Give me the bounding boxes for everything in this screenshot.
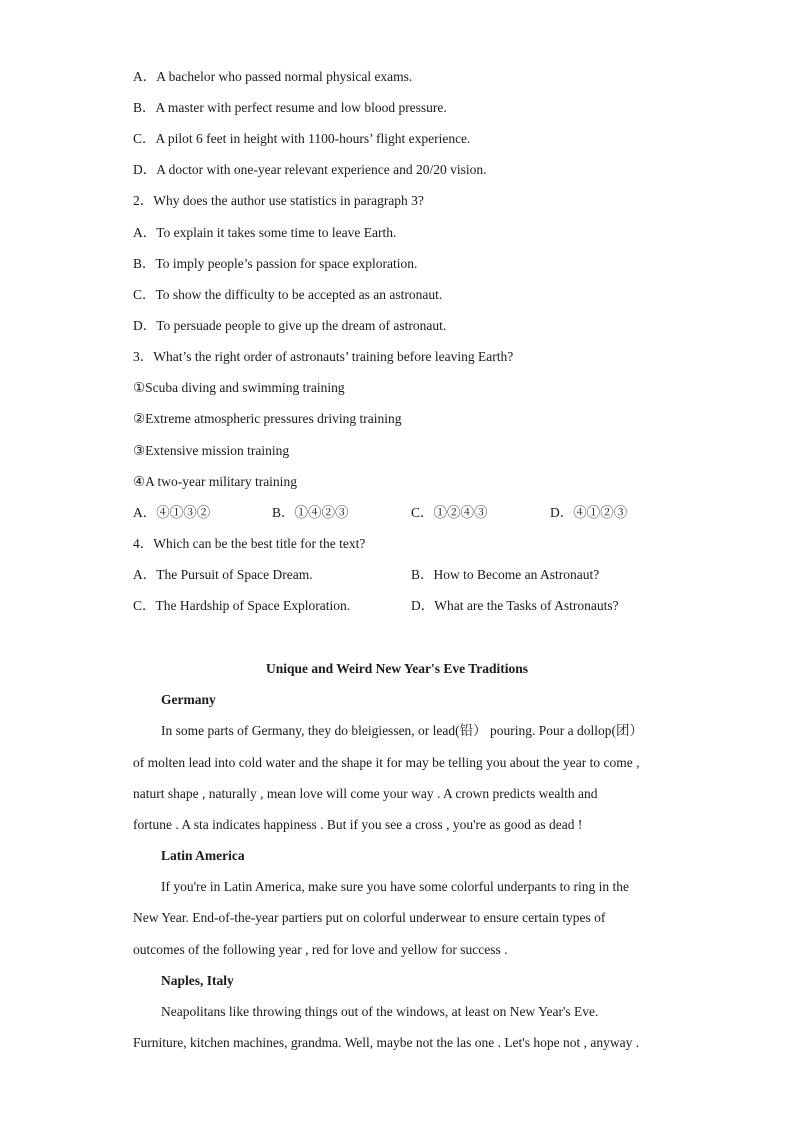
germany-line-3: naturt shape , naturally , mean love will come your way . A crown predicts wealth and xyxy=(133,786,598,801)
q1-option-b: B．A master with perfect resume and low blood pressure. xyxy=(133,100,447,115)
q2-option-a: A．To explain it takes some time to leave Earth. xyxy=(133,225,397,240)
section-heading-germany: Germany xyxy=(161,692,216,707)
q1-option-c: C．A pilot 6 feet in height with 1100-hours’ flight experience. xyxy=(133,131,471,146)
passage-title: Unique and Weird New Year's Eve Traditions xyxy=(265,661,529,676)
q2-option-c: C．To show the difficulty to be accepted as an astronaut. xyxy=(133,287,443,302)
q4-option-d: D．What are the Tasks of Astronauts? xyxy=(411,598,619,613)
germany-line-2: of molten lead into cold water and the shape it for may be telling you about the year to come , xyxy=(133,755,640,770)
q4-option-b: B．How to Become an Astronaut? xyxy=(411,567,600,582)
q3-item-1: ①Scuba diving and swimming training xyxy=(133,380,345,395)
germany-line-1: In some parts of Germany, they do bleigiessen, or lead(铅） pouring. Pour a dollop(团） xyxy=(161,723,644,738)
q3-item-4: ④A two-year military training xyxy=(133,474,297,489)
q3-option-a: A．④①③② xyxy=(133,505,211,520)
latin-america-line-2: New Year. End-of-the-year partiers put on colorful underwear to ensure certain types of xyxy=(133,910,606,925)
q1-option-d: D．A doctor with one-year relevant experience and 20/20 vision. xyxy=(133,162,487,177)
section-heading-latin-america: Latin America xyxy=(161,848,245,863)
q3-option-c: C．①②④③ xyxy=(411,505,488,520)
naples-line-1: Neapolitans like throwing things out of the windows, at least on New Year's Eve. xyxy=(161,1004,599,1019)
latin-america-line-1: If you're in Latin America, make sure you have some colorful underpants to ring in the xyxy=(161,879,630,894)
q4-option-a: A．The Pursuit of Space Dream. xyxy=(133,567,313,582)
germany-line-4: fortune . A sta indicates happiness . But if you see a cross , you're as good as dead ! xyxy=(133,817,583,832)
q3-item-2: ②Extreme atmospheric pressures driving training xyxy=(133,411,402,426)
q2-question: 2．Why does the author use statistics in paragraph 3? xyxy=(133,193,424,208)
q4-option-c: C．The Hardship of Space Exploration. xyxy=(133,598,351,613)
q3-item-3: ③Extensive mission training xyxy=(133,443,290,458)
latin-america-line-3: outcomes of the following year , red for love and yellow for success . xyxy=(133,942,508,957)
q3-question: 3．What’s the right order of astronauts’ training before leaving Earth? xyxy=(133,349,514,364)
naples-line-2: Furniture, kitchen machines, grandma. Well, maybe not the las one . Let's hope not , anyway . xyxy=(133,1035,640,1050)
q2-option-d: D．To persuade people to give up the dream of astronaut. xyxy=(133,318,447,333)
q3-option-b: B．①④②③ xyxy=(272,505,349,520)
q2-option-b: B．To imply people’s passion for space exploration. xyxy=(133,256,418,271)
q4-question: 4．Which can be the best title for the text? xyxy=(133,536,366,551)
q3-option-d: D．④①②③ xyxy=(550,505,628,520)
section-heading-naples: Naples, Italy xyxy=(161,973,234,988)
q1-option-a: A．A bachelor who passed normal physical exams. xyxy=(133,69,413,84)
